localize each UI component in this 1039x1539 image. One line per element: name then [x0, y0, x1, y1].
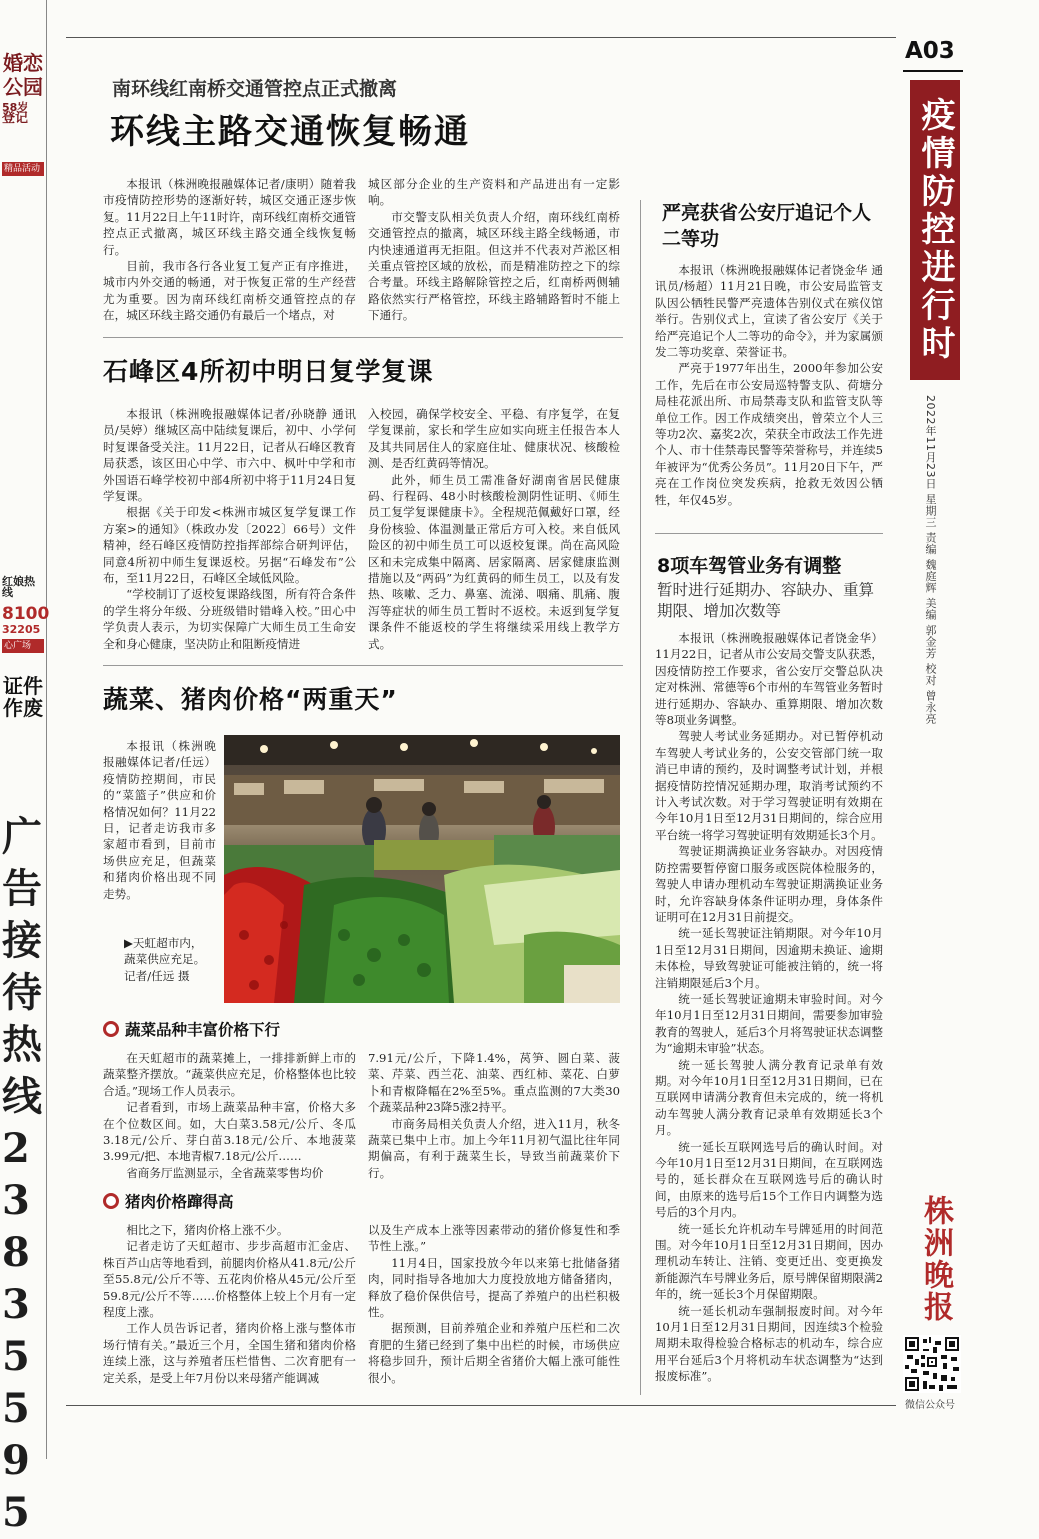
article3-subhead1-text: 蔬菜品种丰富价格下行: [125, 1021, 281, 1039]
article5-p5: 统一延长驾驶证逾期未审验时间。对今年10月1日至12月31日期间，需要参加审验教育的驾驶人，延后3个月将驾驶证状态调整为“逾期未审验”状态。: [655, 991, 883, 1056]
article1-col2-p2: 市交警支队相关负责人介绍，南环线红南桥交通管控点的撤离，城区环线主路全线畅通，市内快速通道再无拒阻。但这并不代表对芦淞区相关重点管控区域的放松，而是精准防控之下的综合考量。环线主路解除管控之后，红南桥两侧辅路依然实行严格管控，环线主路辅路暂时不能上下通行。: [368, 209, 620, 323]
article3-sub1-col2-p2: 市商务局相关负责人介绍，进入11月，秋冬蔬菜已集中上市。加上今年11月初气温比往年同期偏高，有利于蔬菜生长，导致当前蔬菜价下行。: [368, 1116, 620, 1180]
rule-after-article2: [103, 665, 623, 666]
rule-after-article4: [655, 533, 883, 534]
article4-body: [655, 262, 883, 508]
article3-subhead2: [103, 1190, 234, 1212]
article3-sub2-col1-p1: 相比之下，猪肉价格上涨不少。: [126, 1223, 289, 1237]
article3-sub1-col1: [103, 1050, 356, 1181]
article5-p8: 统一延长允许机动车号牌延用的时间范围。对今年10月1日至12月31日期间，因办理机动车转让、注销、变更迁出、变更换发新能源汽车号牌业务后，原号牌保留期限满2年的，统一延长3个月保留期限。: [655, 1221, 883, 1302]
article1-kicker: 南环线红南桥交通管控点正式撤离: [112, 78, 398, 100]
article3-sub1-col1-p1: 在天虹超市的蔬菜摊上，一排排新鲜上市的蔬菜整齐摆放。“蔬菜供应充足，价格整体也比较合适。”现场工作人员表示。: [103, 1051, 356, 1098]
left-strip-title2: 公园: [3, 75, 43, 99]
article1-col1-p2: 目前，我市各行各业复工复产正有序推进，城市内外交通的畅通，对于恢复正常的生产经营尤为重要。因为南环线红南桥交通管控点的存在，城区环线主路交通仍有最后一个堵点，对: [103, 259, 356, 323]
article5-p1: 本报讯（株洲晚报融媒体记者饶金华）11月22日，记者从市公安局交警支队获悉，因疫情防控工作要求，省公安厅交警总队决定对株洲、常德等6个市州的车驾管业务暂时进行延期办、容缺办、重算期限、增加次数等8项业务调整。: [655, 631, 883, 728]
article4-p2: 严亮于1977年出生，2000年参加公安工作，先后在市公安局巡特警支队、荷塘分局桂花派出所、市局禁毒支队和监管支队等单位工作。因工作成绩突出，曾荣立个人三等功2次、嘉奖2次，荣获全市政法工作先进个人、市十佳禁毒民警等荣誉称号，并连续5年被评为“优秀公务员”。11月20日下午，严亮在工作岗位突发疾病，抢救无效因公牺牲，年仅45岁。: [655, 361, 883, 507]
top-rule: [66, 37, 896, 38]
newspaper-logo: 株洲晚报: [918, 1195, 953, 1323]
article3-sub1-col2-p1: 7.91元/公斤，下降1.4%，莴笋、圆白菜、菠菜、芹菜、西兰花、油菜、西红柿、菜花、白萝卜和青椒降幅在2%至5%。重点监测的7大类30个蔬菜品种23降5涨2持平。: [368, 1051, 620, 1115]
left-strip-title4: 作废: [3, 696, 43, 720]
article2-col1: [103, 406, 356, 652]
article3-sub1-col1-p3: 省商务厅监测显示，全省蔬菜零售均价: [126, 1165, 324, 1180]
left-strip-red-banner2: 心广场: [2, 639, 44, 653]
page-number: A03: [905, 38, 955, 64]
article3-sub2-col2-p3: 据预测，目前养殖企业和养殖户压栏和二次育肥的生猪已经到了集中出栏的时候，市场供应将稳步回升，预计后期全省猪价大幅上涨可能性很小。: [368, 1321, 620, 1385]
left-strip-hotline-label: 红娘热线: [2, 575, 35, 599]
circle-bullet-icon: [103, 1021, 119, 1037]
article5-p6: 统一延长驾驶人满分教育记录单有效期。对今年10月1日至12月31日期间，已在互联网申请满分教育但未完成的，统一将机动车驾驶人满分教育记录单有效期延长3个月。: [655, 1057, 883, 1138]
article5-p7: 统一延长互联网选号后的确认时间。对今年10月1日至12月31日期间，在互联网选号的，延长群众在互联网选号后的确认时间，由原来的选号后15个工作日内调整为选号后的3个月内。: [655, 1139, 883, 1220]
article2-col2-p2: 此外，师生员工需准备好湖南省居民健康码、行程码、48小时核酸检测阴性证明、《师生员工复学复课健康卡》。全程规范佩戴好口罩，经身份核验、体温测量正常后方可入校。来自低风险区的初中师生员工可以返校复课。尚在高风险区和未完成集中隔离、居家隔离、居家健康监测措施以及“两码”为红黄码的师生员工，以及有发热、咳嗽、乏力、鼻塞、流涕、咽痛、肌痛、腹泻等症状的师生员工暂时不返校。未返到复学复课条件不能返校的学生将继续采用线上教学方式。: [368, 472, 620, 651]
bottom-rule: [66, 1405, 896, 1406]
article5-p3: 驾驶证期满换证业务容缺办。对因疫情防控需要暂停窗口服务或医院体检服务的，驾驶人申请办理机动车驾驶证期满换证业务时，允许容缺身体条件证明办理，身体条件证明可在12月31日前提交。: [655, 844, 883, 924]
qr-code-icon: [903, 1335, 961, 1393]
left-strip-hotline-number: 8100: [2, 604, 50, 624]
photo-caption: ▶天虹超市内，蔬菜供应充足。记者/任远 摄: [124, 936, 206, 983]
qr-label: 微信公众号: [905, 1400, 955, 1411]
article5-body: [655, 630, 883, 1385]
article3-subhead2-text: 猪肉价格蹿得高: [125, 1193, 234, 1211]
article1-col2: [368, 176, 620, 324]
left-strip-ad-hotline: 广告接待热线23835595: [2, 813, 42, 1536]
article3-sub2-col2-p1: 以及生产成本上涨等因素带动的猪价修复性和季节性上涨。”: [368, 1223, 620, 1254]
article3-sub2-col1-p2: 记者走访了天虹超市、步步高超市汇金店、株百芦山店等地看到，前腿肉价格从41.8元/公斤至55.8元/公斤不等、五花肉价格从45元/公斤至59.8元/公斤不等……价格整体上较上个月有一定程度上涨。: [103, 1239, 356, 1320]
page-number-rule: [903, 70, 963, 72]
article1-headline: 环线主路交通恢复畅通: [110, 112, 470, 152]
column-name-banner: 疫情防控进行时: [910, 80, 960, 380]
adjacent-page-strip: [0, 0, 50, 1536]
article3-sub1-col2: [368, 1050, 620, 1181]
article1-col2-p1: 城区部分企业的生产资料和产品进出有一定影响。: [368, 177, 620, 208]
article4-headline: 严亮获省公安厅追记个人二等功: [662, 202, 872, 250]
vegetable-market-photo: [224, 735, 620, 1003]
article5-p2: 驾驶人考试业务延期办。对已暂停机动车驾驶人考试业务的，公安交管部门统一取消已申请的预约，及时调整考试计划，并根据疫情防控情况延期办理，取消考试预约不计入考试次数。对于学习驾驶证明有效期在今年10月1日至12月31日期间的，综合应用平台统一将学习驾驶证明有效期延长3个月。: [655, 729, 883, 842]
date-editor-line: 2022年11月23日 星期三 责编 魏庭辉 美编 郭金芳 校对 曾永亮: [924, 395, 937, 725]
column-separator: [640, 200, 641, 1395]
left-strip-line1: 58岁: [2, 101, 29, 114]
article3-intro: 本报讯（株洲晚报融媒体记者/任远）疫情防控期间，市民的“菜篮子”供应和价格情况如何？11月22日，记者走访我市多家超市看到，目前市场供应充足，但蔬菜和猪肉价格出现不同走势。: [103, 739, 216, 901]
circle-bullet-icon: [103, 1193, 119, 1209]
article3-headline: 蔬菜、猪肉价格“两重天”: [103, 685, 398, 714]
left-strip-red-banner: 精品活动: [2, 162, 44, 176]
article2-headline: 石峰区4所初中明日复学复课: [103, 357, 434, 386]
article1-col1-p1: 本报讯（株洲晚报融媒体记者/康明）随着我市疫情防控形势的逐渐好转，城区交通正逐步恢复。11月22日上午11时许，南环线红南桥交通管控点正式撤离，城区环线主路交通全线恢复畅行。: [103, 177, 356, 257]
article2-col1-p2: 根据《关于印发<株洲市城区复学复课工作方案>的通知》（株政办发〔2022〕66号）文件精神，经石峰区疫情防控指挥部综合研判评估，同意4所初中师生复课返校。另据“石峰发布”公布，至11月22日，石峰区全域低风险。: [103, 505, 356, 586]
article5-p4: 统一延长驾驶证注销期限。对今年10月1日至12月31日期间，因逾期未换证、逾期未体检，导致驾驶证可能被注销的，统一将注销期限延后3个月。: [655, 926, 883, 990]
article1-col1: [103, 176, 356, 324]
article3-subhead1: [103, 1018, 280, 1040]
left-strip-line2: 登记: [2, 111, 29, 126]
article3-sub1-col1-p2: 记者看到，市场上蔬菜品种丰富，价格大多在个位数区间。如，大白菜3.58元/公斤、冬瓜3.18元/公斤、芽白苗3.18元/公斤、本地菠菜3.99元/把、本地青椒7.18元/公斤……: [103, 1100, 356, 1164]
article5-headline: 8项车驾管业务有调整: [657, 555, 842, 577]
article3-sub2-col1: [103, 1222, 356, 1386]
article2-col1-p3: “学校制订了返校复课路线图，所有符合条件的学生将分年级、分班级错时错峰入校。”田心中学负责人表示，为切实保障广大师生员工生命安全和身心健康，坚决防止和阻断疫情进: [103, 587, 356, 651]
article3-sub2-col2-p2: 11月4日，国家投放今年以来第七批储备猪肉，同时指导各地加大力度投放地方储备猪肉，释放了稳价保供信号，提高了养殖户的出栏积极性。: [368, 1255, 620, 1320]
article5-subheadline: 暂时进行延期办、容缺办、重算期限、增加次数等: [657, 581, 875, 620]
rule-after-article1: [103, 337, 623, 338]
article2-col1-p1: 本报讯（株洲晚报融媒体记者/孙晓静 通讯员/吴婷）继城区高中陆续复课后，初中、小学何时复课备受关注。11月22日，记者从石峰区教育局获悉，该区田心中学、市六中、枫叶中学和市外国语石峰学校初中部4所初中将于11月24日复学复课。: [103, 407, 356, 504]
left-strip-title3: 证件: [3, 674, 43, 698]
article2-col2: [368, 406, 620, 652]
left-strip-title1: 婚恋: [3, 51, 43, 75]
article2-col2-p1: 入校园，确保学校安全、平稳、有序复学，在复学复课前，家长和学生应如实向班主任报告本人及其共同居住人的家庭住址、健康状况、核酸检测、是否红黄码等情况。: [368, 407, 620, 471]
article5-p9: 统一延长机动车强制报废时间。对今年10月1日至12月31日期间，因连续3个检验周期未取得检验合格标志的机动车，综合应用平台延后3个月将机动车状态调整为“达到报废标准”。: [655, 1303, 883, 1384]
article4-p1: 本报讯（株洲晚报融媒体记者饶金华 通讯员/杨超）11月21日晚，市公安局监管支队因公牺牲民警严亮遗体告别仪式在殡仪馆举行。告别仪式上，宣读了省公安厅《关于给严亮追记个人二等功的命令》，并为家属颁发二等功奖章、荣誉证书。: [655, 263, 883, 360]
article3-sub2-col1-p3: 工作人员告诉记者，猪肉价格上涨与整体市场行情有关。”最近三个月，全国生猪和猪肉价格连续上涨，这与养殖者压栏惜售、二次育肥有一定关系，是受上年7月份以来母猪产能调减: [103, 1321, 356, 1385]
article3-sub2-col2: [368, 1222, 620, 1386]
left-strip-hotline-number2: 32205: [2, 623, 41, 636]
